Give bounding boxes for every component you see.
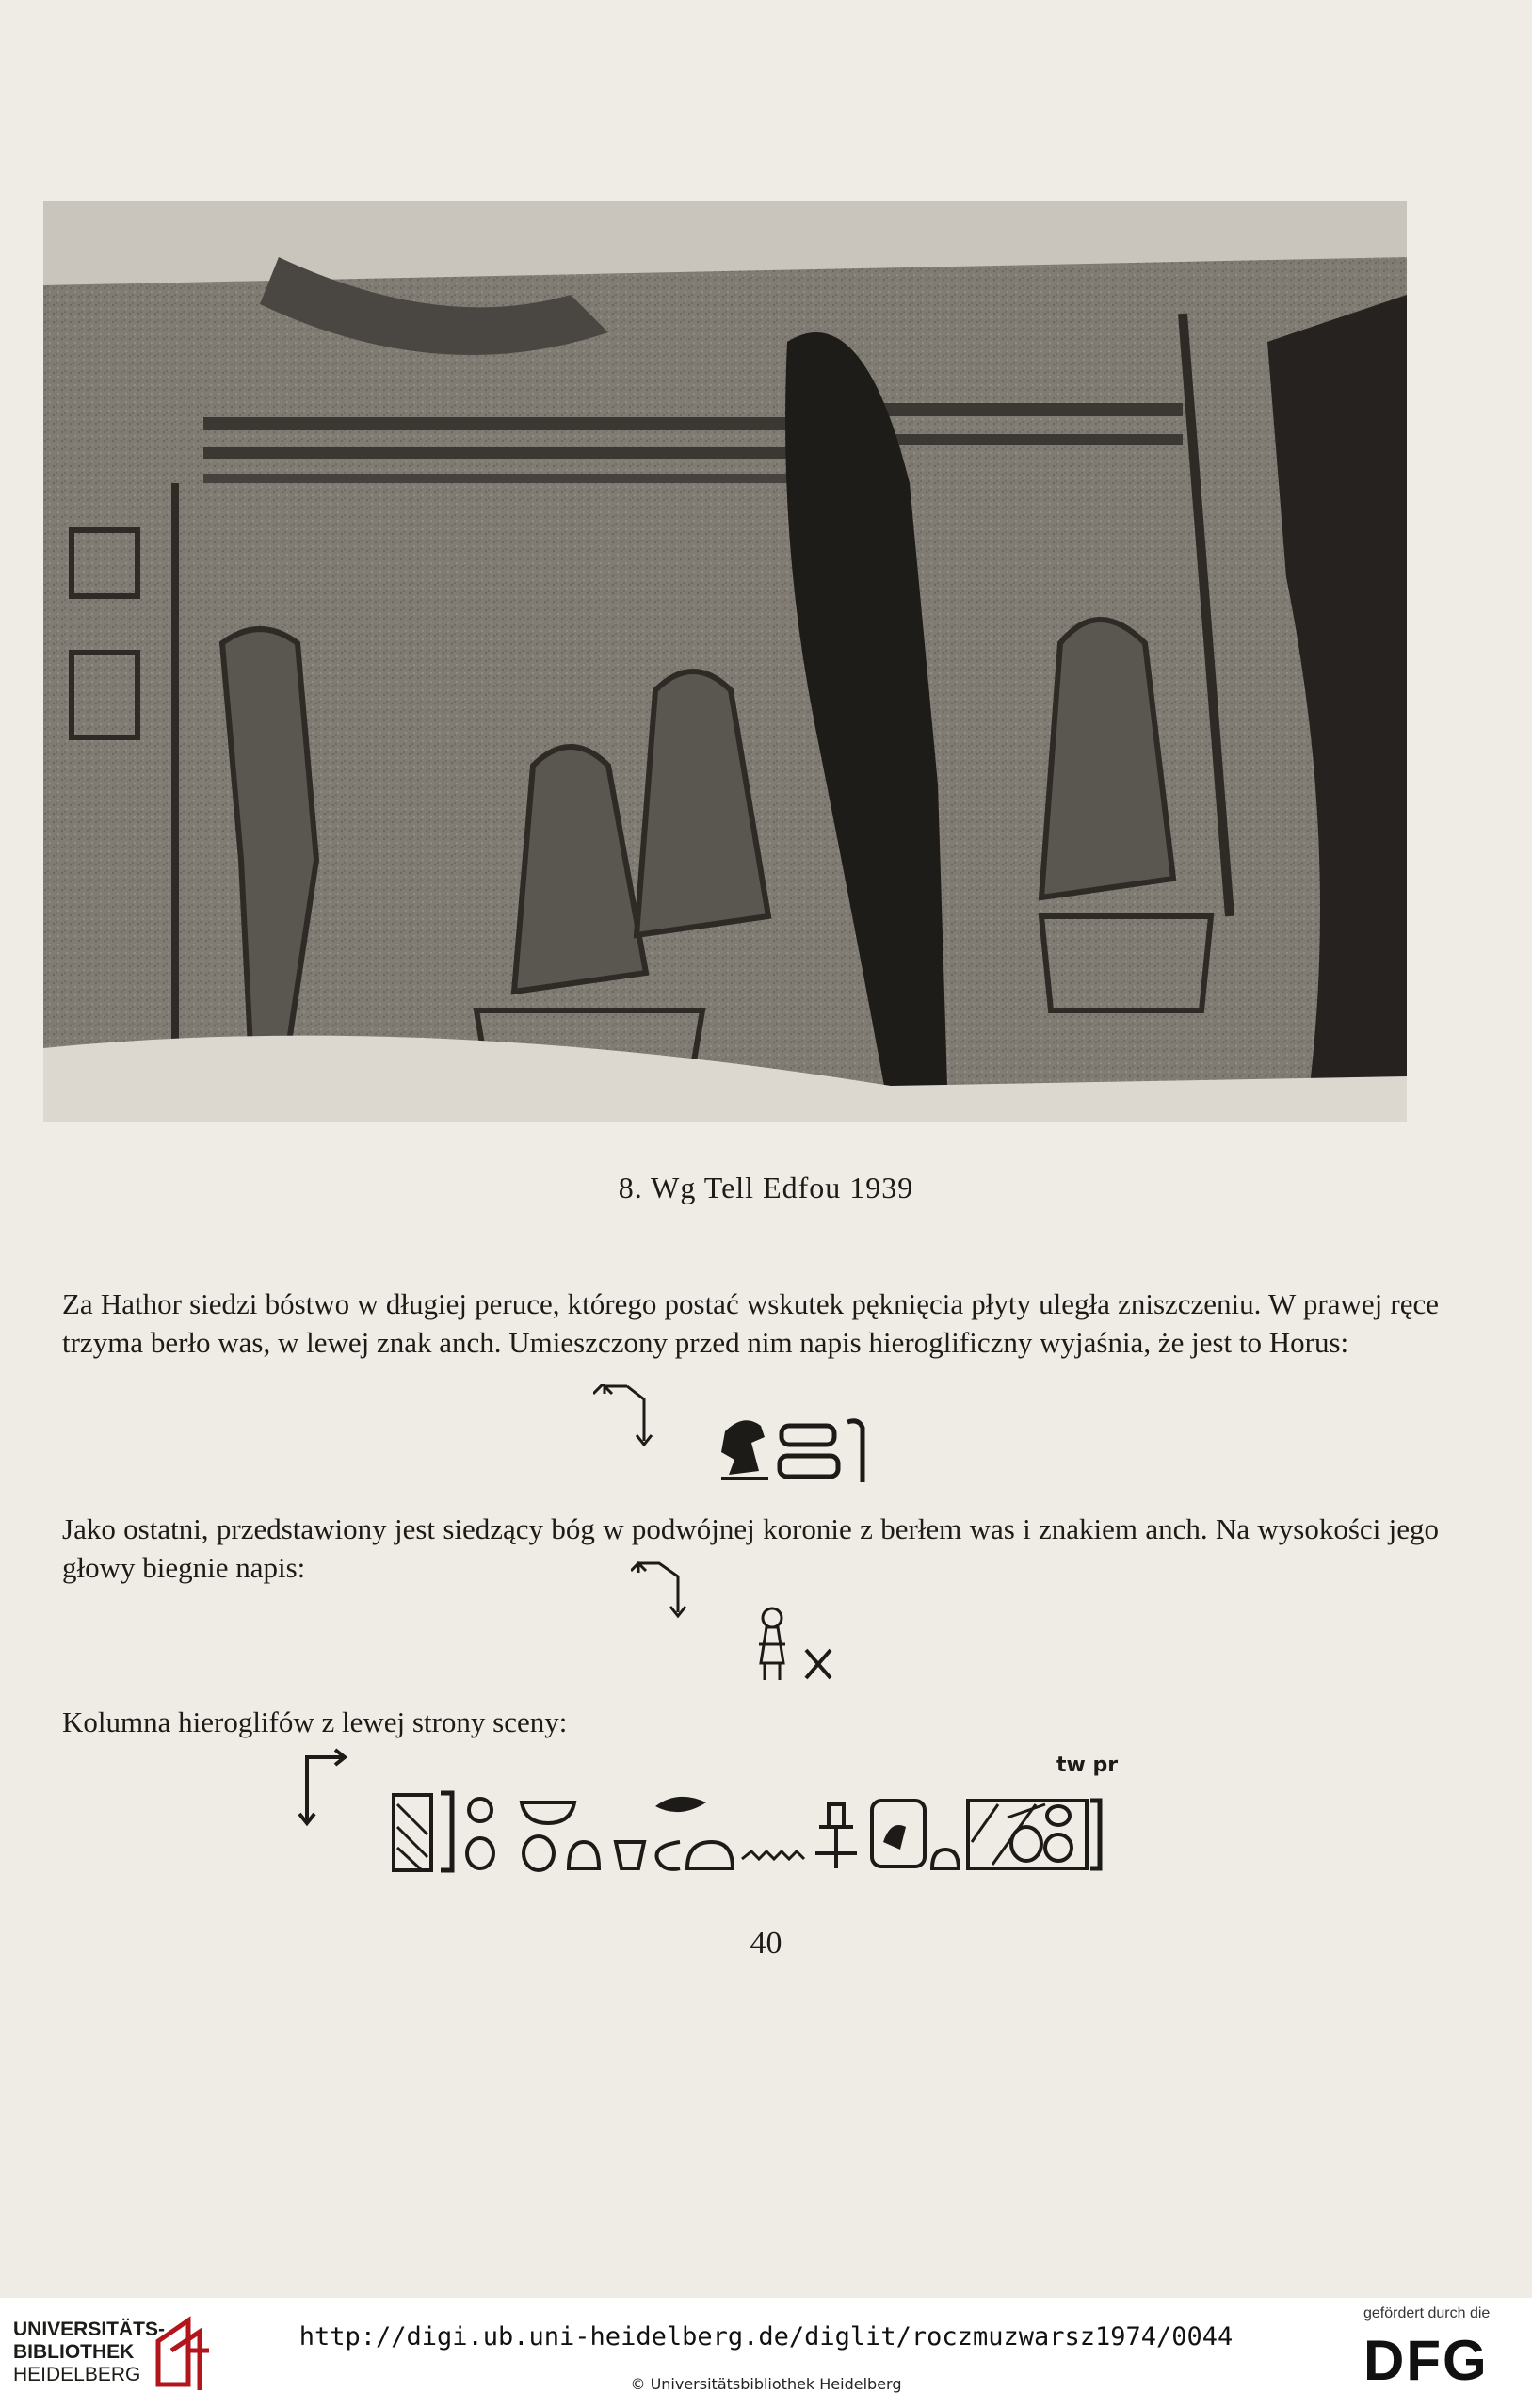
relief-illustration — [43, 201, 1407, 1122]
paragraph-1: Za Hathor siedzi bóstwo w długiej peruce, którego postać wskutek pęknięcia płyty uległa zniszczeniu. W prawej ręce trzyma berło was, w lewej znak anch. Umieszczony przed nim napis hieroglificzny wyjaśnia, że jest to Horus: — [62, 1287, 1439, 1359]
paragraph-3: Kolumna hieroglifów z lewej strony sceny: — [62, 1705, 568, 1738]
hieroglyph-label: tw pr — [1056, 1753, 1119, 1777]
paragraph-2: Jako ostatni, przedstawiony jest siedzący bóg w podwójnej koronie z berłem was i znakiem anch. Na wysokości jego głowy biegnie napis: — [62, 1512, 1439, 1584]
horus-hieroglyphs — [593, 1384, 895, 1497]
copyright-text: © Universitätsbibliothek Heidelberg — [630, 2375, 902, 2393]
figure-caption: 8. Wg Tell Edfou 1939 — [618, 1171, 914, 1204]
library-line-1: UNIVERSITÄTS- — [13, 2319, 166, 2340]
dfg-logo: DFG — [1363, 2329, 1489, 2392]
relief-photograph — [43, 201, 1407, 1122]
page-url[interactable]: http://digi.ub.uni-heidelberg.de/diglit/roczmuzwarsz1974/0044 — [298, 2322, 1234, 2351]
library-line-3: HEIDELBERG — [13, 2364, 141, 2385]
page-number: 40 — [750, 1926, 782, 1961]
footer-bar — [0, 2298, 1532, 2408]
library-line-2: BIBLIOTHEK — [13, 2341, 135, 2363]
god-hieroglyphs — [631, 1560, 857, 1691]
funding-note: gefördert durch die — [1363, 2305, 1491, 2321]
